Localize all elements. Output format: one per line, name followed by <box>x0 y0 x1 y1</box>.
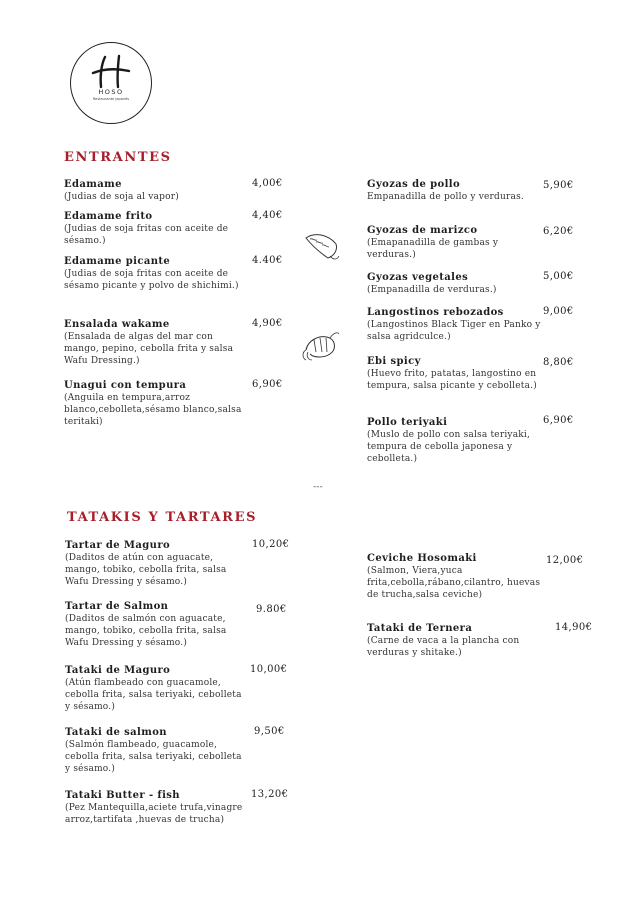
item-description: (Anguila en tempura,arroz blanco,cebolleta,sésamo blanco,salsa teritaki) <box>64 393 242 427</box>
item-description: (Judias de soja fritas con aceite de sésamo picante y polvo de shichimi.) <box>64 269 239 291</box>
menu-item <box>367 355 547 392</box>
item-description: (Langostinos Black Tiger en Panko y salsa agridculce.) <box>367 320 541 342</box>
item-description: (Salmón flambeado, guacamole, cebolla frita, salsa teriyaki, cebolleta y sésamo.) <box>65 740 242 774</box>
menu-item <box>367 224 547 261</box>
item-price: 12,00€ <box>546 555 584 566</box>
menu-item <box>64 178 244 203</box>
item-description: (Carne de vaca a la plancha con verduras y shitake.) <box>367 636 520 658</box>
item-name: Tartar de Salmon <box>65 601 169 612</box>
item-description: (Empanadilla de verduras.) <box>367 285 497 295</box>
item-name: Tataki de Maguro <box>65 665 171 676</box>
item-price: 10,20€ <box>252 539 290 550</box>
item-price: 4,90€ <box>252 318 283 329</box>
item-price: 9.80€ <box>256 604 287 615</box>
item-price: 10,00€ <box>250 664 288 675</box>
item-description: (Huevo frito, patatas, langostino en tempura, salsa picante y cebolleta.) <box>367 369 537 391</box>
section-title-tatakis: TATAKIS Y TARTARES <box>67 510 258 525</box>
item-name: Ceviche Hosomaki <box>367 553 477 564</box>
item-price: 4,00€ <box>252 178 283 189</box>
item-name: Edamame picante <box>64 256 171 267</box>
menu-item <box>64 255 244 292</box>
menu-item <box>64 379 244 428</box>
item-price: 9,00€ <box>543 306 574 317</box>
h-monogram-icon <box>71 43 151 123</box>
item-name: Gyozas de pollo <box>367 179 461 190</box>
item-description: (Muslo de pollo con salsa teriyaki, tempura de cebolla japonesa y cebolleta.) <box>367 430 531 464</box>
item-price: 13,20€ <box>251 789 289 800</box>
item-name: Tataki Butter - fish <box>65 790 180 801</box>
menu-item <box>367 552 547 601</box>
menu-item <box>65 539 245 588</box>
menu-item <box>367 622 547 659</box>
menu-item <box>65 789 245 826</box>
menu-item <box>65 664 245 713</box>
item-name: Tataki de salmon <box>65 727 167 738</box>
menu-item <box>64 210 244 247</box>
item-price: 6,20€ <box>543 226 574 237</box>
item-description: (Daditos de atún con aguacate, mango, tobiko, cebolla frita, salsa Wafu Dressing y sésamo.) <box>65 553 227 587</box>
item-name: Tataki de Ternera <box>367 623 473 634</box>
item-name: Edamame frito <box>64 211 153 222</box>
shrimp-illustration-icon <box>300 330 340 364</box>
item-price: 4.40€ <box>252 255 283 266</box>
menu-item <box>367 306 547 343</box>
menu-item <box>367 271 547 296</box>
section-title-entrantes: ENTRANTES <box>64 150 172 165</box>
logo-brand-text: HOSO <box>98 88 124 96</box>
item-description: (Daditos de salmón con aguacate, mango, tobiko, cebolla frita, salsa Wafu Dressing y sésamo.) <box>65 614 227 648</box>
menu-item <box>65 600 245 649</box>
item-price: 6,90€ <box>252 379 283 390</box>
menu-item <box>367 416 547 465</box>
item-description: Empanadilla de pollo y verduras. <box>367 192 524 202</box>
item-description: (Judias de soja al vapor) <box>64 192 179 202</box>
menu-item <box>65 726 245 775</box>
menu-item <box>64 318 244 367</box>
item-name: Pollo teriyaki <box>367 417 448 428</box>
gyoza-illustration-icon <box>300 222 342 264</box>
item-description: (Pez Mantequilla,aciete trufa,vinagre arroz,tartifata ,huevas de trucha) <box>65 803 243 825</box>
section-separator: --- <box>313 482 323 492</box>
item-name: Ensalada wakame <box>64 319 170 330</box>
item-price: 5,90€ <box>543 180 574 191</box>
logo-subtitle: Restaurante Japonés <box>92 97 130 101</box>
item-price: 14,90€ <box>555 622 593 633</box>
menu-item <box>367 178 547 203</box>
item-name: Tartar de Maguro <box>65 540 171 551</box>
item-name: Gyozas de marizco <box>367 225 478 236</box>
item-description: (Emapanadilla de gambas y verduras.) <box>367 238 499 260</box>
item-name: Gyozas vegetales <box>367 272 469 283</box>
item-name: Ebi spicy <box>367 356 421 367</box>
item-price: 8,80€ <box>543 357 574 368</box>
item-description: (Salmon, Viera,yuca frita,cebolla,rábano,cilantro, huevas de trucha,salsa ceviche) <box>367 566 541 600</box>
item-description: (Ensalada de algas del mar con mango, pepino, cebolla frita y salsa Wafu Dressing.) <box>64 332 234 366</box>
item-name: Edamame <box>64 179 122 190</box>
item-description: (Atún flambeado con guacamole, cebolla frita, salsa teriyaki, cebolleta y sésamo.) <box>65 678 242 712</box>
restaurant-logo <box>70 42 152 124</box>
item-price: 6,90€ <box>543 415 574 426</box>
item-price: 4,40€ <box>252 210 283 221</box>
item-price: 5,00€ <box>543 271 574 282</box>
item-name: Unagui con tempura <box>64 380 187 391</box>
item-name: Langostinos rebozados <box>367 307 504 318</box>
item-description: (Judias de soja fritas con aceite de sésamo.) <box>64 224 229 246</box>
item-price: 9,50€ <box>254 726 285 737</box>
